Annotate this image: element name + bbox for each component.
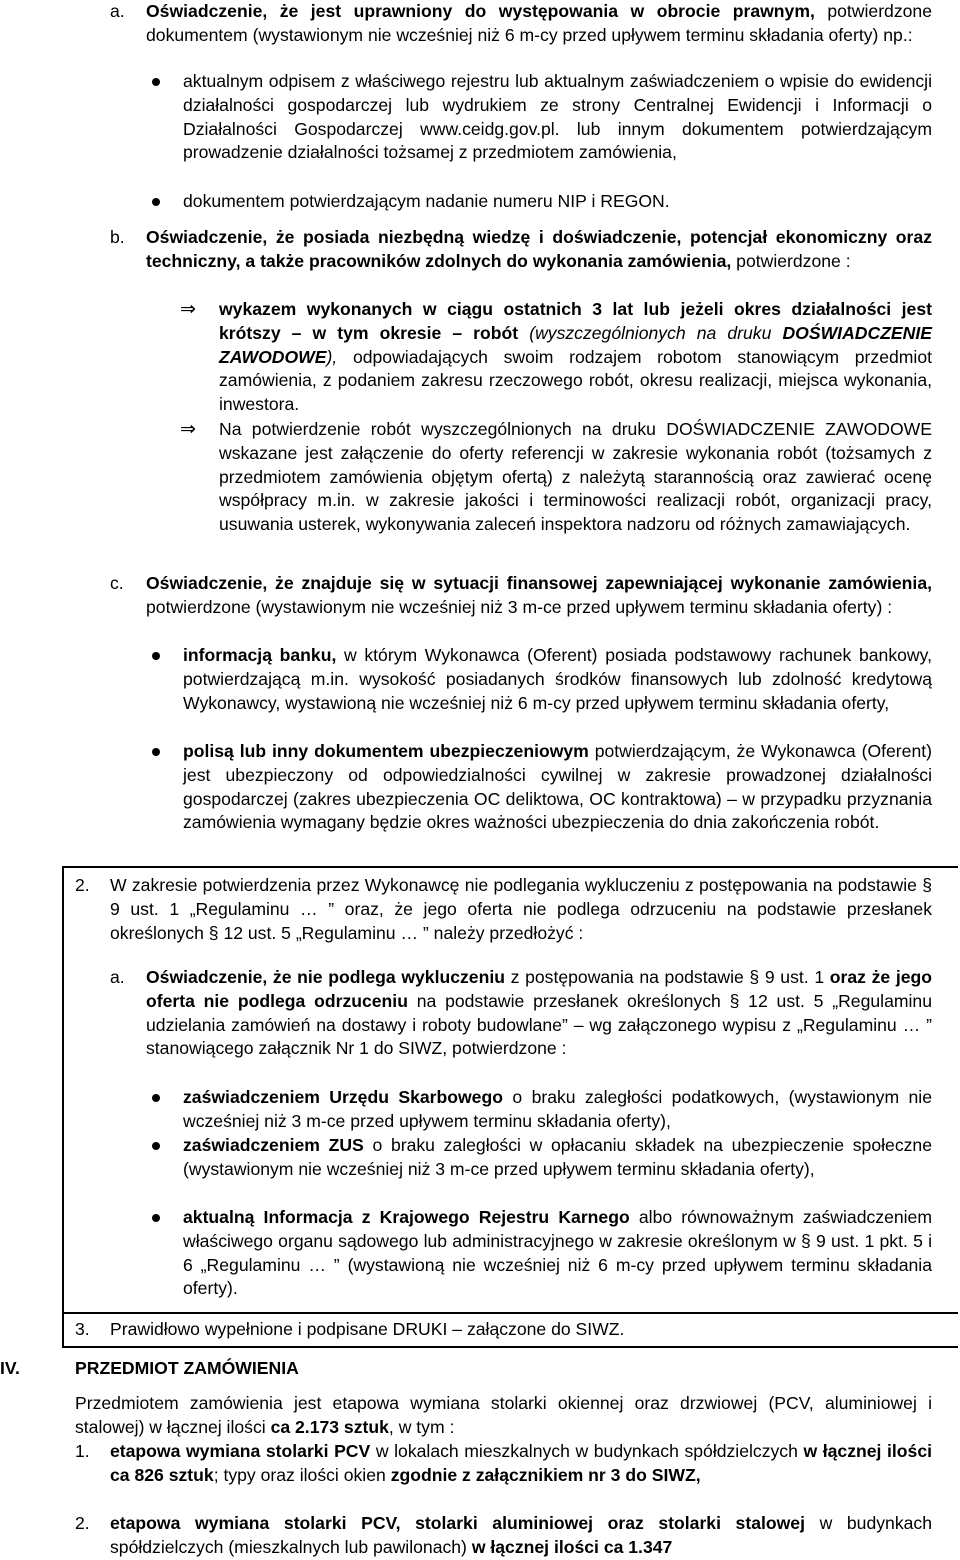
item-c-bullet-2: [183, 740, 932, 835]
item-a-bold: Oświadczenie, że jest uprawniony do występowania w obrocie prawnym,: [146, 1, 815, 21]
item-2a-marker: a.: [110, 967, 125, 987]
scope-item-1-marker: 1.: [75, 1441, 90, 1461]
scope-item-2-bold-1: etapowa wymiana stolarki PCV, stolarki aluminiowej oraz stolarki stalowej: [110, 1513, 805, 1533]
item-2a-bold-2: oraz że jego oferta nie podlega odrzuceniu: [146, 967, 933, 1011]
section-intro-end: , w tym :: [388, 1416, 455, 1437]
scope-item-1-bold-1: etapowa wymiana stolarki PCV: [110, 1441, 371, 1461]
bullet-icon: [152, 652, 160, 660]
section-title: PRZEDMIOT ZAMÓWIENIA: [75, 1358, 299, 1378]
item-c-bullet-1-bold: informacją banku,: [183, 645, 337, 665]
item-a-bullet-2: dokumentem potwierdzającym nadanie numeru NIP i REGON.: [183, 191, 670, 211]
item-2a-bold-1: Oświadczenie, że nie podlega wykluczeniu: [146, 967, 505, 987]
arrow-1-italic-end: ),: [326, 346, 338, 367]
scope-item-2: [110, 1512, 932, 1560]
border-line: [62, 866, 958, 868]
item-c-bullet-2-bold: polisą lub inny dokumentem ubezpieczeniowym: [183, 741, 589, 761]
bullet-icon: [152, 1094, 160, 1102]
scope-item-2-bold-2: w łącznej ilości ca 1.347: [471, 1536, 673, 1557]
item-3-text: Prawidłowo wypełnione i podpisane DRUKI – załączone do SIWZ.: [110, 1319, 625, 1339]
item-b-arrow-2: Na potwierdzenie robót wyszczególnionych na druku DOŚWIADCZENIE ZAWODOWE wskazane jest załączenie do oferty referencji w zakresie wykonania robót (tożsamych z przedmiotem zamówienia objętym ofertą) z należytą starannością oraz zawierać ocenę współpracy m.in. w zakresie jakości i terminowości realizacji robót, organizacji pracy, usuwania usterek, wykonywania zaleceń inspektora nadzoru od różnych zamawiających.: [219, 419, 932, 535]
border-line: [62, 1346, 958, 1348]
item-c-marker: c.: [110, 573, 124, 593]
item-2a-bullet-2: [183, 1134, 932, 1182]
item-2a-rest-1: z postępowania na podstawie § 9 ust. 1: [504, 967, 830, 987]
arrow-right-icon: ⇒: [180, 418, 196, 440]
item-c-bullet-2-rest: potwierdzającym, że Wykonawca (Oferent) jest ubezpieczony od odpowiedzialności cywilnej w zakresie prowadzonej działalności gospodarczej (zakres ubezpieczenia OC deliktowa, OC kontraktowa) – w przypadku przyznania zamówienia wymagany będzie okres ważności ubezpieczenia do dnia zakończenia robót.: [183, 741, 932, 833]
item-b-rest: potwierdzone :: [731, 250, 851, 271]
item-2-marker: 2.: [75, 875, 90, 895]
bullet-icon: [152, 1142, 160, 1150]
arrow-1-rest: odpowiadających swoim rodzajem robotom stanowiącym przedmiot zamówienia, z podaniem zakresu rzeczowego robót, okresu realizacji, miejsca wykonania, inwestora.: [219, 346, 932, 415]
item-a-bullet-1: aktualnym odpisem z właściwego rejestru lub aktualnym zaświadczeniem o wpisie do ewidencji działalności gospodarczej lub wydrukiem ze strony Centralnej Ewidencji i Informacji o Działalności Gospodarczej www.ceidg.gov.pl. lub innym dokumentem potwierdzającym prowadzenie działalności tożsamej z przedmiotem zamówienia,: [183, 71, 932, 163]
section-numeral: IV.: [0, 1358, 20, 1378]
item-2a-bullet-3: [183, 1206, 932, 1301]
arrow-1-italic: (wyszczególnionych na druku: [518, 322, 783, 343]
item-b-text: [146, 226, 932, 274]
scope-item-1-bold-2: w łącznej ilości ca 826 sztuk: [110, 1441, 933, 1485]
item-2-text: W zakresie potwierdzenia przez Wykonawcę nie podlegania wykluczeniu z postępowania na podstawie § 9 ust. 1 „Regulaminu … ” oraz, że jego oferta nie podlega odrzuceniu na podstawie przesłanek określonych § 12 ust. 5 „Regulaminu … ” należy przedłożyć :: [110, 875, 932, 943]
scope-item-2-marker: 2.: [75, 1513, 90, 1533]
arrow-1-bolditalic: DOŚWIADCZENIE ZAWODOWE: [219, 322, 932, 367]
item-b-bold: Oświadczenie, że posiada niezbędną wiedzę i doświadczenie, potencjał ekonomiczny oraz techniczny, a także pracowników zdolnych do wykonania zamówienia,: [146, 227, 932, 271]
item-2a-text: [146, 966, 932, 1061]
bullet-icon: [152, 198, 160, 206]
scope-item-2-rest-1: w budynkach spółdzielczych (mieszkalnych lub pawilonach): [110, 1513, 932, 1557]
item-2a-bullet-1-bold: zaświadczeniem Urzędu Skarbowego: [183, 1087, 503, 1107]
scope-item-1-bold-3: zgodnie z załącznikiem nr 3 do SIWZ,: [390, 1464, 701, 1485]
section-intro-text: Przedmiotem zamówienia jest etapowa wymiana stolarki okiennej oraz drzwiowej (PCV, aluminiowej i stalowej) w łącznej ilości: [75, 1393, 932, 1437]
border-line: [62, 866, 64, 1346]
item-c-text: [146, 572, 932, 620]
item-b-marker: b.: [110, 227, 125, 247]
bullet-icon: [152, 1214, 160, 1222]
item-2a-bullet-2-rest: o braku zaległości w opłacaniu składek na ubezpieczenie społeczne (wystawionym nie wcześniej niż 3 m-ce przed upływem terminu składania oferty),: [183, 1135, 932, 1179]
bullet-icon: [152, 748, 160, 756]
item-b-arrow-1: [219, 298, 932, 417]
section-intro: [75, 1392, 932, 1440]
item-2a-bullet-1-rest: o braku zaległości podatkowych, (wystawionym nie wcześniej niż 3 m-ce przed upływem terminu składania oferty),: [183, 1087, 932, 1131]
section-intro-bold: ca 2.173 sztuk: [270, 1416, 389, 1437]
item-a-marker: a.: [110, 1, 125, 21]
scope-item-1-rest-2: ; typy oraz ilości okien: [213, 1464, 391, 1485]
item-2a-bullet-2-bold: zaświadczeniem ZUS: [183, 1135, 364, 1155]
item-c-bullet-1-rest: w którym Wykonawca (Oferent) posiada podstawowy rachunek bankowy, potwierdzającą m.in. wysokość posiadanych środków finansowych lub zdolność kredytową Wykonawcy, wystawioną nie wcześniej niż 6 m-cy przed upływem terminu składania oferty,: [183, 645, 933, 713]
scope-item-1: [110, 1440, 932, 1488]
item-a-text: [146, 0, 932, 48]
item-2a-bullet-3-bold: aktualną Informacja z Krajowego Rejestru Karnego: [183, 1207, 630, 1227]
item-3-marker: 3.: [75, 1319, 90, 1339]
item-2a-bullet-3-rest: albo równoważnym zaświadczeniem właściwego organu sądowego lub administracyjnego w zakresie określonym w § 9 ust. 1 pkt. 5 i 6 „Regulaminu … ” (wystawioną nie wcześniej niż 6 m-cy przed upływem terminu składania oferty).: [183, 1207, 932, 1299]
item-c-bold: Oświadczenie, że znajduje się w sytuacji finansowej zapewniającej wykonanie zamówienia,: [146, 573, 932, 593]
item-a-rest: potwierdzone dokumentem (wystawionym nie wcześniej niż 6 m-cy przed upływem terminu składania oferty) np.:: [146, 1, 932, 45]
arrow-right-icon: ⇒: [180, 298, 196, 320]
bullet-icon: [152, 78, 160, 86]
item-c-bullet-1: [183, 644, 932, 715]
arrow-1-bold: wykazem wykonanych w ciągu ostatnich 3 lat lub jeżeli okres działalności jest krótszy – w tym okresie – robót: [219, 299, 932, 343]
item-c-rest: potwierdzone (wystawionym nie wcześniej niż 3 m-ce przed upływem terminu składania oferty) :: [146, 596, 893, 617]
item-2a-rest-2: na podstawie przesłanek określonych § 12 ust. 5 „Regulaminu udzielania zamówień na dostawy i roboty budowlane” – wg załączonego wypisu z „Regulaminu … ” stanowiącego załącznik Nr 1 do SIWZ, potwierdzone :: [146, 990, 932, 1059]
item-2a-bullet-1: [183, 1086, 932, 1134]
scope-item-1-rest-1: w lokalach mieszkalnych w budynkach spółdzielczych: [370, 1441, 804, 1461]
border-line: [62, 1312, 958, 1314]
